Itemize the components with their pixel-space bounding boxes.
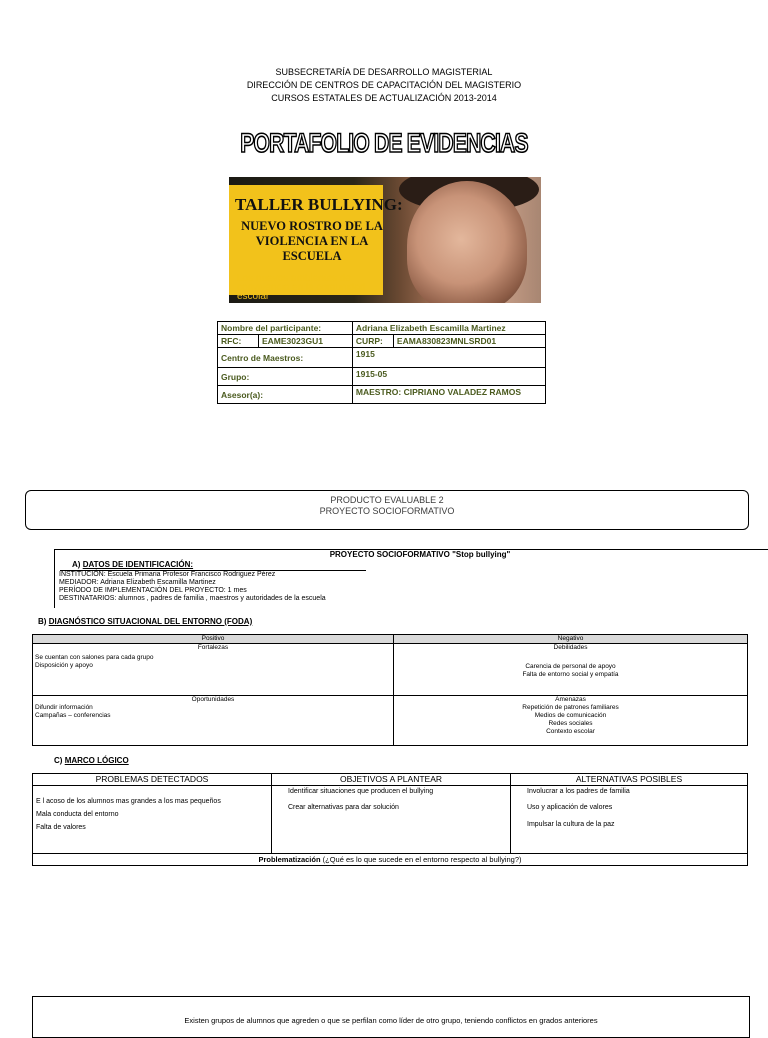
product-line-1: PRODUCTO EVALUABLE 2	[330, 495, 444, 505]
debilidades-heading: Debilidades	[553, 644, 588, 651]
fortalezas-item: Se cuentan con salones para cada grupo	[35, 654, 154, 661]
section-b-heading	[38, 617, 252, 626]
destinatarios: DESTINATARIOS: alumnos , padres de familia , maestros y autoridades de la escuela	[59, 595, 326, 602]
mediador: MEDIADOR: Adriana Elizabeth Escamilla Martinez	[59, 579, 216, 586]
oportunidades-heading: Oportunidades	[191, 696, 235, 703]
alternativa-item: Involucrar a los padres de familia	[527, 788, 630, 795]
participant-table	[217, 321, 546, 404]
marco-logico-table	[32, 773, 748, 866]
debilidades-item: Carencia de personal de apoyo	[525, 663, 616, 670]
section-a-heading	[72, 560, 193, 569]
section-b-title: DIAGNÓSTICO SITUACIONAL DEL ENTORNO (FODA)	[48, 617, 253, 626]
banner-title: TALLER BULLYING:	[235, 195, 403, 214]
oportunidades-item: Difundir información	[35, 704, 93, 711]
problema-item: E l acoso de los alumnos mas grandes a los mas pequeños	[36, 798, 221, 805]
periodo: PERÍODO DE IMPLEMENTACIÓN DEL PROYECTO: 1 mes	[59, 587, 247, 594]
banner-image	[229, 177, 541, 303]
name-label: Nombre del participante:	[218, 322, 353, 335]
grupo-value: 1915-05	[352, 368, 545, 386]
problema-item: Mala conducta del entorno	[36, 811, 119, 818]
problematizacion-box	[32, 996, 750, 1038]
problema-item: Falta de valores	[36, 824, 86, 831]
problematizacion-description: Existen grupos de alumnos que agreden o que se perfilan como líder de otro grupo, teniendo conflictos en grados anteriores	[184, 1016, 598, 1025]
foda-oportunidades-cell	[33, 696, 394, 746]
identification-data	[59, 571, 326, 603]
banner-subtitle: NUEVO ROSTRO DE LA VIOLENCIA EN LA ESCUELA	[241, 219, 383, 263]
page-title: PORTAFOLIO DE EVIDENCIAS	[240, 128, 528, 158]
asesor-value: MAESTRO: CIPRIANO VALADEZ RAMOS	[352, 386, 545, 404]
alternativa-item: Impulsar la cultura de la paz	[527, 821, 615, 828]
problematizacion-label: Problematización	[258, 855, 321, 864]
foda-fortalezas-cell	[33, 644, 394, 696]
curp-label: CURP:	[352, 335, 393, 348]
objetivo-item: Identificar situaciones que producen el bullying	[288, 788, 434, 795]
problematizacion-row	[33, 854, 748, 866]
header-line-1: SUBSECRETARÍA DE DESARROLLO MAGISTERIAL	[275, 67, 493, 77]
product-box	[25, 490, 749, 530]
section-b-prefix: B)	[38, 617, 47, 626]
foda-table	[32, 634, 748, 746]
amenazas-item: Repetición de patrones familiares	[522, 704, 619, 711]
foda-positivo: Positivo	[33, 635, 394, 644]
institucion: INSTITUCIÓN: Escuela Primaria Profesor Francisco Rodriguez Pérez	[59, 571, 276, 578]
asesor-label: Asesor(a):	[218, 386, 353, 404]
amenazas-heading: Amenazas	[555, 696, 586, 703]
amenazas-item: Redes sociales	[548, 720, 593, 727]
curp-value: EAMA830823MNLSRD01	[393, 335, 545, 348]
amenazas-item: Contexto escolar	[546, 728, 595, 735]
grupo-label: Grupo:	[218, 368, 353, 386]
product-line-2: PROYECTO SOCIOFORMATIVO	[319, 506, 455, 516]
foda-amenazas-cell	[394, 696, 748, 746]
banner-face	[407, 181, 527, 303]
section-c-title: MARCO LÓGICO	[64, 756, 129, 765]
foda-negativo: Negativo	[394, 635, 748, 644]
problematizacion-text: (¿Qué es lo que sucede en el entorno respecto al bullying?)	[320, 855, 522, 864]
oportunidades-item: Campañas – conferencias	[35, 712, 111, 719]
banner-caption: Los nuevos ambientes de convivencia en la comunidad escolar	[237, 273, 366, 302]
section-a-prefix: A)	[72, 560, 81, 569]
rfc-value: EAME3023GU1	[259, 335, 353, 348]
debilidades-item: Falta de entorno social y empatía	[522, 671, 619, 678]
header-problemas: PROBLEMAS DETECTADOS	[33, 774, 272, 786]
rfc-label: RFC:	[218, 335, 259, 348]
centro-label: Centro de Maestros:	[218, 348, 353, 368]
objetivo-item: Crear alternativas para dar solución	[288, 804, 399, 811]
header-line-3: CURSOS ESTATALES DE ACTUALIZACIÓN 2013-2014	[271, 93, 497, 103]
fortalezas-heading: Fortalezas	[197, 644, 229, 651]
foda-debilidades-cell	[394, 644, 748, 696]
section-a-title: DATOS DE IDENTIFICACIÓN:	[82, 560, 194, 569]
project-title: PROYECTO SOCIOFORMATIVO "Stop bullying"	[329, 550, 511, 559]
amenazas-item: Medios de comunicación	[534, 712, 607, 719]
alternativas-cell	[511, 786, 748, 854]
fortalezas-item: Disposición y apoyo	[35, 662, 93, 669]
header-objetivos: OBJETIVOS A PLANTEAR	[272, 774, 511, 786]
header-line-2: DIRECCIÓN DE CENTROS DE CAPACITACIÓN DEL MAGISTERIO	[246, 80, 522, 90]
centro-value: 1915	[352, 348, 545, 368]
section-c-heading	[54, 756, 129, 765]
alternativa-item: Uso y aplicación de valores	[527, 804, 613, 811]
problemas-cell	[33, 786, 272, 854]
section-c-prefix: C)	[54, 756, 63, 765]
name-value: Adriana Elizabeth Escamilla Martinez	[352, 322, 545, 335]
objetivos-cell	[272, 786, 511, 854]
header-alternativas: ALTERNATIVAS POSIBLES	[511, 774, 748, 786]
